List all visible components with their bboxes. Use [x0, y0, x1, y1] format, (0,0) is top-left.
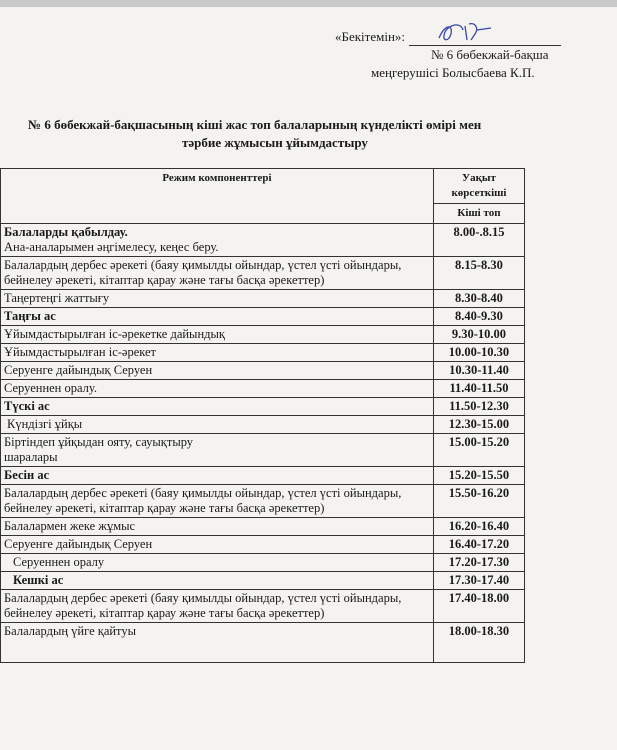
- page-title: [28, 116, 588, 152]
- activity-cell: Балалардың үйге қайтуы: [1, 623, 434, 663]
- approval-head: меңгерушісі Болысбаева К.П.: [371, 65, 535, 80]
- activity-cell: Кешкі ас: [1, 572, 434, 590]
- approval-label: «Бекітемін»:: [335, 29, 406, 44]
- activity-cell: Күндізгі ұйқы: [1, 416, 434, 434]
- table-row: [1, 536, 525, 554]
- activity-cell: Серуенге дайындық Серуен: [1, 536, 434, 554]
- activity-cell: Таңертеңгі жаттығу: [1, 290, 434, 308]
- time-cell: 11.50-12.30: [433, 398, 524, 416]
- activity-cell: Балалардың дербес әрекеті (баяу қимылды ойындар, үстел үсті ойындары, бейнелеу әрекеті, кітаптар қарау және тағы басқа әрекеттер): [1, 485, 434, 518]
- time-cell: 17.20-17.30: [433, 554, 524, 572]
- time-cell: 10.00-10.30: [433, 344, 524, 362]
- column-header-time: Уақыт көрсеткіші: [433, 169, 524, 204]
- title-line-1: № 6 бөбекжай-бақшасының кіші жас топ балаларының күнделікті өмірі мен: [28, 117, 482, 132]
- table-row: [1, 572, 525, 590]
- activity-cell-sub: Ана-аналарымен әңгімелесу, кеңес беру.: [4, 240, 219, 254]
- time-cell: 17.30-17.40: [433, 572, 524, 590]
- table-row: [1, 416, 525, 434]
- schedule-table: [0, 168, 525, 663]
- table-row: [1, 257, 525, 290]
- activity-cell: Серуеннен оралу: [1, 554, 434, 572]
- activity-cell: Таңғы ас: [1, 308, 434, 326]
- activity-cell: Балалардың дербес әрекеті (баяу қимылды ойындар, үстел үсті ойындары, бейнелеу әрекеті, кітаптар қарау және тағы басқа әрекеттер): [1, 590, 434, 623]
- activity-cell: Серуеннен оралу.: [1, 380, 434, 398]
- activity-cell: Ұйымдастырылған іс-әрекет: [1, 344, 434, 362]
- time-cell: 17.40-18.00: [433, 590, 524, 623]
- time-cell: 12.30-15.00: [433, 416, 524, 434]
- table-row: [1, 344, 525, 362]
- signature-line: [409, 32, 561, 46]
- time-cell: 15.50-16.20: [433, 485, 524, 518]
- time-cell: 8.40-9.30: [433, 308, 524, 326]
- time-cell: 8.15-8.30: [433, 257, 524, 290]
- activity-cell: Түскі ас: [1, 398, 434, 416]
- table-row: [1, 434, 525, 467]
- table-row: [1, 590, 525, 623]
- activity-cell: Ұйымдастырылған іс-әрекетке дайындық: [1, 326, 434, 344]
- time-cell: 16.40-17.20: [433, 536, 524, 554]
- title-line-2: тәрбие жұмысын ұйымдастыру: [182, 135, 368, 150]
- activity-cell: Бесін ас: [1, 467, 434, 485]
- table-row: [1, 380, 525, 398]
- activity-cell: Балалардың дербес әрекеті (баяу қимылды ойындар, үстел үсті ойындары, бейнелеу әрекеті, кітаптар қарау және тағы басқа әрекеттер): [1, 257, 434, 290]
- table-row: [1, 485, 525, 518]
- time-cell: 10.30-11.40: [433, 362, 524, 380]
- table-row: [1, 623, 525, 663]
- table-row: [1, 224, 525, 257]
- time-cell: 11.40-11.50: [433, 380, 524, 398]
- time-cell: 15.20-15.50: [433, 467, 524, 485]
- time-cell: 15.00-15.20: [433, 434, 524, 467]
- activity-cell: Серуенге дайындық Серуен: [1, 362, 434, 380]
- time-cell: 8.30-8.40: [433, 290, 524, 308]
- table-row: [1, 308, 525, 326]
- signature-icon: [435, 20, 495, 46]
- table-row: [1, 290, 525, 308]
- time-cell: 18.00-18.30: [433, 623, 524, 663]
- top-edge-bar: [0, 0, 617, 7]
- time-cell: 8.00-.8.15: [433, 224, 524, 257]
- column-header-components: Режим компоненттері: [1, 169, 434, 224]
- time-cell: 9.30-10.00: [433, 326, 524, 344]
- activity-cell: Балалармен жеке жұмыс: [1, 518, 434, 536]
- activity-cell: Біртіндеп ұйқыдан ояту, сауықтыру шаралары: [1, 434, 434, 467]
- approval-org: № 6 бөбекжай-бақша: [431, 47, 549, 62]
- table-row: [1, 362, 525, 380]
- table-row: [1, 467, 525, 485]
- table-row: [1, 326, 525, 344]
- table-row: [1, 398, 525, 416]
- time-cell: 16.20-16.40: [433, 518, 524, 536]
- table-row: [1, 518, 525, 536]
- activity-cell: Балаларды қабылдау.: [4, 225, 128, 239]
- approval-block: [335, 28, 561, 82]
- column-header-group: Кіші топ: [433, 204, 524, 224]
- table-row: [1, 554, 525, 572]
